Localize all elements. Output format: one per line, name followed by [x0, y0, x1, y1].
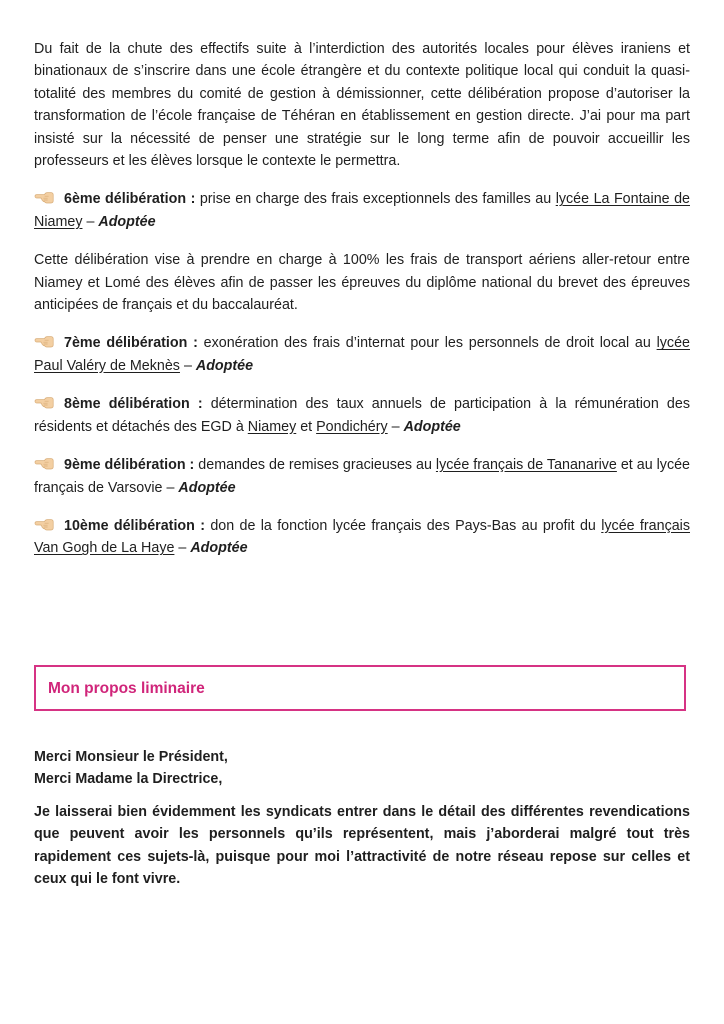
- greeting-president: Merci Monsieur le Président,: [34, 749, 228, 765]
- closing-paragraph: Je laisserai bien évidemment les syndicats entrer dans le détail des différentes revendications que peuvent avoir les personnels qu’ils représentent, mais j’aborderai malgré tout très rapidement ces sujets-là, puisque pour moi l’attractivité de notre réseau repose sur celles et ceux qui le font vivre.: [34, 803, 690, 888]
- deliberation-text-middle: et: [296, 418, 317, 435]
- deliberation-title: 10ème délibération :: [64, 517, 205, 534]
- separator: –: [387, 418, 404, 435]
- deliberation-title: 7ème délibération :: [64, 335, 198, 352]
- deliberation-item: [34, 393, 690, 438]
- deliberation-title: 8ème délibération :: [64, 396, 203, 413]
- deliberation-text: prise en charge des frais exceptionnels des familles au: [195, 191, 556, 208]
- establishment-link-secondary[interactable]: Pondichéry: [316, 418, 388, 435]
- greeting-director: Merci Madame la Directrice,: [34, 771, 223, 788]
- establishment-link[interactable]: Niamey: [247, 418, 297, 435]
- deliberation-title: 9ème délibération :: [64, 457, 195, 474]
- document-body: [34, 38, 690, 576]
- deliberation-text: demandes de remises gracieuses au: [194, 457, 436, 474]
- pointing-hand-icon: [34, 518, 54, 531]
- establishment-link[interactable]: lycée français Van Gogh de La Haye: [34, 517, 690, 557]
- status-label: Adoptée: [403, 418, 461, 435]
- status-label: Adoptée: [195, 357, 254, 374]
- section-title-box: [34, 665, 686, 711]
- status-label: Adoptée: [190, 540, 248, 557]
- deliberation-text: détermination des taux annuels de participation à la rémunération des résidents et détachés des EGD à: [34, 396, 690, 435]
- deliberation-item: [34, 515, 690, 560]
- establishment-link[interactable]: lycée La Fontaine de Niamey: [34, 191, 690, 230]
- pointing-hand-icon: [34, 457, 54, 470]
- deliberation-text: exonération des frais d’internat pour les personnels de droit local au: [197, 335, 657, 352]
- pointing-hand-icon: [34, 396, 54, 409]
- status-label: Adoptée: [98, 213, 156, 230]
- deliberation-list: [34, 188, 690, 559]
- deliberation-note: Cette délibération vise à prendre en charge à 100% les frais de transport aériens aller-retour entre Niamey et Lomé des élèves afin de passer les épreuves du diplôme national du brevet des épreuves anticipées de français et du baccalauréat.: [34, 252, 690, 314]
- separator: –: [174, 540, 191, 557]
- status-label: Adoptée: [178, 479, 236, 496]
- section-title: Mon propos liminaire: [48, 680, 205, 697]
- deliberation-text-middle: et au lycée français de Varsovie: [34, 457, 690, 496]
- pointing-hand-icon: [34, 335, 54, 348]
- deliberation-text: don de la fonction lycée français des Pays-Bas au profit du: [204, 517, 602, 534]
- pointing-hand-icon: [34, 191, 54, 204]
- establishment-link[interactable]: lycée français de Tananarive: [435, 457, 617, 474]
- deliberation-title: 6ème délibération :: [64, 191, 196, 208]
- separator: –: [82, 213, 99, 230]
- deliberation-item: [34, 332, 690, 377]
- deliberation-item: [34, 188, 690, 233]
- separator: –: [162, 479, 179, 496]
- intro-paragraph: Du fait de la chute des effectifs suite à l’interdiction des autorités locales pour élèves iraniens et binationaux de s’inscrire dans une école étrangère et du contexte politique local qui conduit la quasi-totalité des membres du comité de gestion à démissionner, cette délibération propose d’autoriser la transformation de l’école française de Téhéran en établissement en gestion directe. J’ai pour ma part insisté sur la nécessité de penser une stratégie sur le long terme afin de pouvoir accueillir les professeurs et les élèves lorsque le contexte le permettra.: [34, 41, 690, 170]
- deliberation-item: [34, 454, 690, 499]
- establishment-link[interactable]: lycée Paul Valéry de Meknès: [34, 335, 690, 374]
- closing-remarks: [34, 746, 690, 890]
- separator: –: [179, 357, 196, 374]
